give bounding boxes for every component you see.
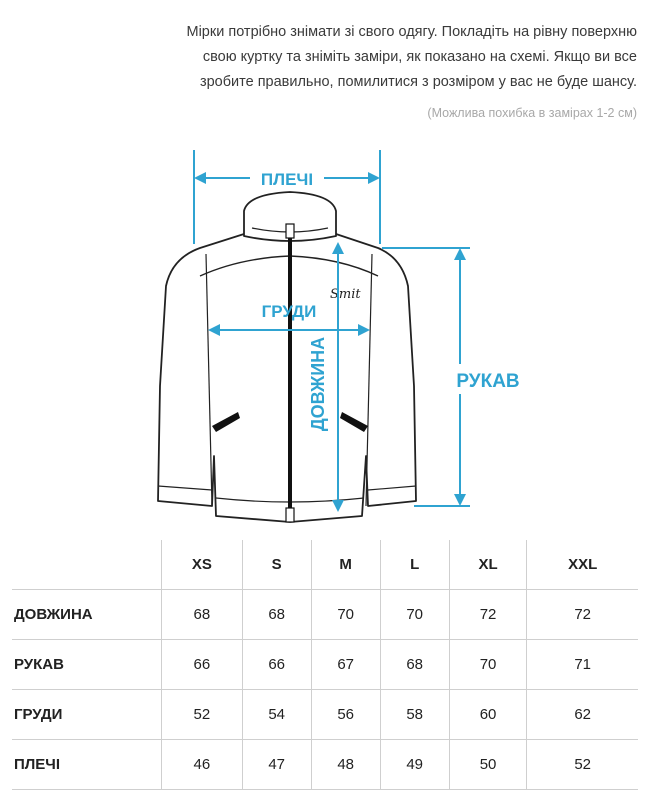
jacket-measurement-diagram: [0, 136, 653, 536]
table-cell: 66: [162, 640, 243, 690]
table-cell: 47: [242, 740, 311, 790]
table-row-chest: [12, 690, 638, 740]
row-label-shoulders: ПЛЕЧІ: [12, 740, 162, 790]
shoulders-label: ПЛЕЧІ: [260, 170, 314, 189]
logo-text: Smit: [330, 287, 361, 302]
size-header-xl: XL: [449, 540, 527, 590]
table-cell: 58: [380, 690, 449, 740]
table-cell: 56: [311, 690, 380, 740]
size-header-row: [12, 540, 638, 590]
left-pocket: [212, 412, 240, 432]
table-cell: 52: [162, 690, 243, 740]
zipper-pull-top: [286, 224, 294, 238]
length-label: ДОВЖИНА: [308, 336, 328, 432]
table-cell: 62: [527, 690, 638, 740]
intro-line-1: Мірки потрібно знімати зі свого одягу. Покладіть на рівну поверхню: [186, 24, 637, 40]
row-label-length: ДОВЖИНА: [12, 590, 162, 640]
measurement-error-note: (Можлива похибка в замірах 1-2 см): [427, 106, 637, 120]
table-cell: 66: [242, 640, 311, 690]
size-header-xs: XS: [162, 540, 243, 590]
size-header-s: S: [242, 540, 311, 590]
table-cell: 48: [311, 740, 380, 790]
table-cell: 60: [449, 690, 527, 740]
table-cell: 72: [527, 590, 638, 640]
zipper-pull-bottom: [286, 508, 294, 522]
table-row-length: [12, 590, 638, 640]
table-row-shoulders: [12, 740, 638, 790]
table-cell: 70: [311, 590, 380, 640]
row-label-chest: ГРУДИ: [12, 690, 162, 740]
size-header-xxl: XXL: [527, 540, 638, 590]
row-label-sleeve: РУКАВ: [12, 640, 162, 690]
table-cell: 68: [242, 590, 311, 640]
size-table: [12, 540, 638, 790]
table-cell: 52: [527, 740, 638, 790]
table-cell: 46: [162, 740, 243, 790]
sleeve-measure: [382, 248, 522, 506]
table-cell: 49: [380, 740, 449, 790]
table-cell: 68: [380, 640, 449, 690]
table-row-sleeve: [12, 640, 638, 690]
intro-text: [17, 20, 637, 95]
size-header-corner: [12, 540, 162, 590]
table-cell: 50: [449, 740, 527, 790]
size-header-l: L: [380, 540, 449, 590]
intro-line-2: свою куртку та зніміть заміри, як показано на схемі. Якщо ви все: [202, 49, 637, 65]
size-header-m: M: [311, 540, 380, 590]
table-cell: 71: [527, 640, 638, 690]
table-cell: 70: [380, 590, 449, 640]
table-cell: 54: [242, 690, 311, 740]
sleeve-label: РУКАВ: [456, 371, 520, 392]
chest-label: ГРУДИ: [261, 302, 317, 321]
table-cell: 67: [311, 640, 380, 690]
right-pocket: [340, 412, 368, 432]
table-cell: 70: [449, 640, 527, 690]
table-cell: 68: [162, 590, 243, 640]
table-cell: 72: [449, 590, 527, 640]
jacket-diagram-svg: [0, 136, 653, 536]
intro-line-3: зробите правильно, помилитися з розміром у вас не буде шансу.: [199, 74, 637, 90]
jacket-outline: [158, 192, 416, 522]
